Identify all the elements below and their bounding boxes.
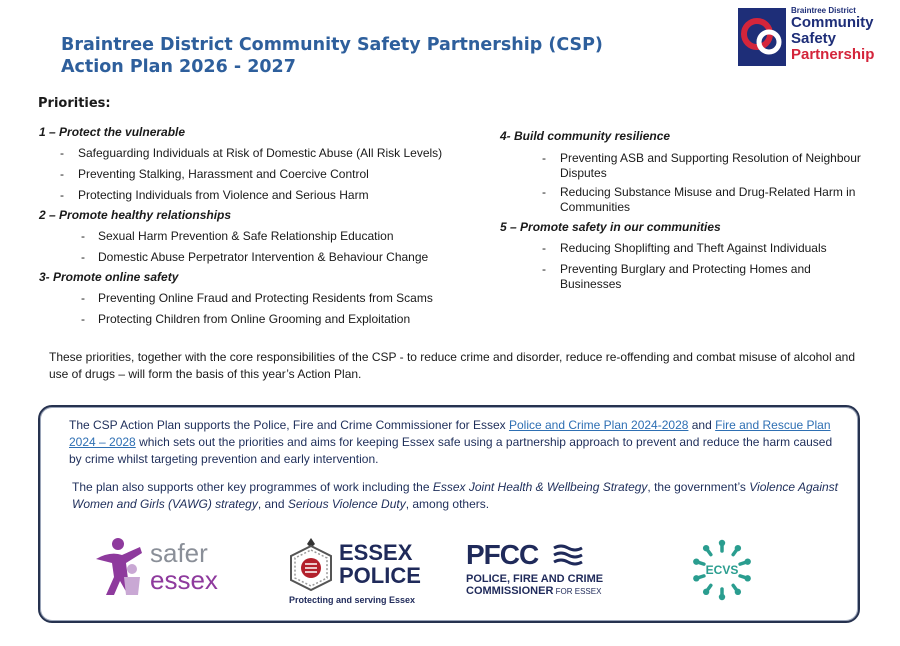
- pfcc-abbr: PFCC: [466, 539, 539, 570]
- priority-1-item-3: Protecting Individuals from Violence and Serious Harm: [78, 188, 369, 202]
- safer-essex-logo: [92, 537, 242, 599]
- pfcc-waves-icon: [552, 543, 584, 567]
- safer-essex-figures-icon: [92, 537, 148, 597]
- box-p1-text-b: and: [688, 418, 716, 432]
- csp-logo-line3: Safety: [791, 30, 837, 47]
- bullet-dash: -: [60, 146, 64, 160]
- bullet-dash: -: [60, 167, 64, 181]
- title-line-2: Action Plan 2026 - 2027: [61, 57, 296, 77]
- essex-police-tagline: Protecting and serving Essex: [289, 595, 416, 605]
- priority-2-item-1: Sexual Harm Prevention & Safe Relationship Education: [98, 229, 394, 243]
- summary-paragraph: These priorities, together with the core responsibilities of the CSP - to reduce crime and disorder, reduce re-offending and combat misuse of alcohol and use of drugs – will form the basis of this year’s Action Plan.: [49, 350, 855, 381]
- essex-police-line2: POLICE: [339, 563, 421, 588]
- essex-police-logo: [287, 536, 421, 608]
- priority-4-item-2: Reducing Substance Misuse and Drug-Related Harm in Communities: [560, 185, 856, 214]
- priority-1-item-1: Safeguarding Individuals at Risk of Domestic Abuse (All Risk Levels): [78, 146, 443, 160]
- csp-logo-mark: [738, 8, 786, 66]
- ecvs-figure-body: [733, 585, 738, 591]
- bullet-dash: -: [81, 291, 85, 305]
- ecvs-logo: [688, 536, 756, 604]
- ecvs-figure-body: [733, 548, 738, 554]
- pfcc-line2: COMMISSIONER: [466, 585, 554, 597]
- priority-2-item-2: Domestic Abuse Perpetrator Intervention & Behaviour Change: [98, 250, 429, 264]
- box-paragraph-2: [72, 479, 842, 513]
- safer-essex-line2: essex: [150, 565, 218, 595]
- safer-essex-line1: safer: [150, 538, 208, 568]
- box-p2-text-c: , and: [257, 497, 288, 511]
- priority-3-item-1: Preventing Online Fraud and Protecting Residents from Scams: [98, 291, 433, 305]
- ecvs-figure-body: [706, 548, 711, 554]
- csp-logo-line1: Braintree District: [791, 6, 856, 15]
- ecvs-text: ECVS: [705, 563, 739, 577]
- priority-5-item-1: Reducing Shoplifting and Theft Against Individuals: [560, 241, 827, 255]
- bullet-dash: -: [81, 229, 85, 243]
- fire-rescue-plan-link[interactable]: Fire and Rescue Plan 2024 – 2028: [69, 418, 831, 449]
- priority-2-heading: 2 – Promote healthy relationships: [39, 208, 232, 222]
- priority-4-heading: 4- Build community resilience: [500, 129, 671, 143]
- bullet-dash: -: [60, 188, 64, 202]
- bullet-dash: -: [81, 312, 85, 326]
- ecvs-figure-body: [706, 585, 711, 591]
- priority-5-heading: 5 – Promote safety in our communities: [500, 220, 721, 234]
- priority-4-item-1: Preventing ASB and Supporting Resolution of Neighbour Disputes: [560, 151, 861, 180]
- pfcc-logo: [466, 541, 616, 601]
- police-badge-icon: [287, 536, 335, 592]
- bullet-dash: -: [542, 185, 546, 199]
- csp-logo-line4: Partnership: [791, 46, 875, 63]
- priority-5-item-2: Preventing Burglary and Protecting Homes and Businesses: [560, 262, 811, 291]
- box-p2-italic-3: Serious Violence Duty: [287, 497, 406, 511]
- essex-police-line1: ESSEX: [339, 540, 413, 565]
- pfcc-line2b: FOR ESSEX: [553, 587, 602, 596]
- pfcc-line1: POLICE, FIRE AND CRIME: [466, 573, 604, 585]
- box-p2-text-a: The plan also supports other key programmes of work including the: [72, 480, 433, 494]
- box-p2-italic-1: Essex Joint Health & Wellbeing Strategy: [432, 480, 648, 494]
- priority-3-heading: 3- Promote online safety: [39, 270, 179, 284]
- bullet-dash: -: [542, 241, 546, 255]
- box-p1-text-a: The CSP Action Plan supports the Police, Fire and Crime Commissioner for Essex: [69, 418, 509, 432]
- csp-logo-line2: Community: [791, 14, 874, 31]
- box-p2-text-b: , the government’s: [647, 480, 750, 494]
- box-p2-italic-2: Violence Against Women and Girls (VAWG) strategy: [72, 480, 838, 511]
- bullet-dash: -: [542, 262, 546, 276]
- police-crime-plan-link[interactable]: Police and Crime Plan 2024-2028: [508, 418, 689, 432]
- page-title: [61, 34, 603, 78]
- bullet-dash: -: [542, 151, 546, 165]
- priority-1-heading: 1 – Protect the vulnerable: [39, 125, 186, 139]
- box-p1-text-c: which sets out the priorities and aims for keeping Essex safe using a partnership approach to prevent and reduce the harm caused by crime whilst targeting prevention and early intervention.: [69, 435, 833, 466]
- box-p2-text-d: , among others.: [405, 497, 490, 511]
- bullet-dash: -: [81, 250, 85, 264]
- csp-logo: [738, 6, 888, 70]
- priorities-heading: Priorities:: [38, 96, 111, 111]
- box-paragraph-1: [69, 417, 839, 468]
- priority-1-item-2: Preventing Stalking, Harassment and Coercive Control: [78, 167, 369, 181]
- priority-3-item-2: Protecting Children from Online Grooming and Exploitation: [98, 312, 411, 326]
- pfcc-line2-wrap: [466, 585, 601, 598]
- title-line-1: Braintree District Community Safety Partnership (CSP): [61, 35, 603, 55]
